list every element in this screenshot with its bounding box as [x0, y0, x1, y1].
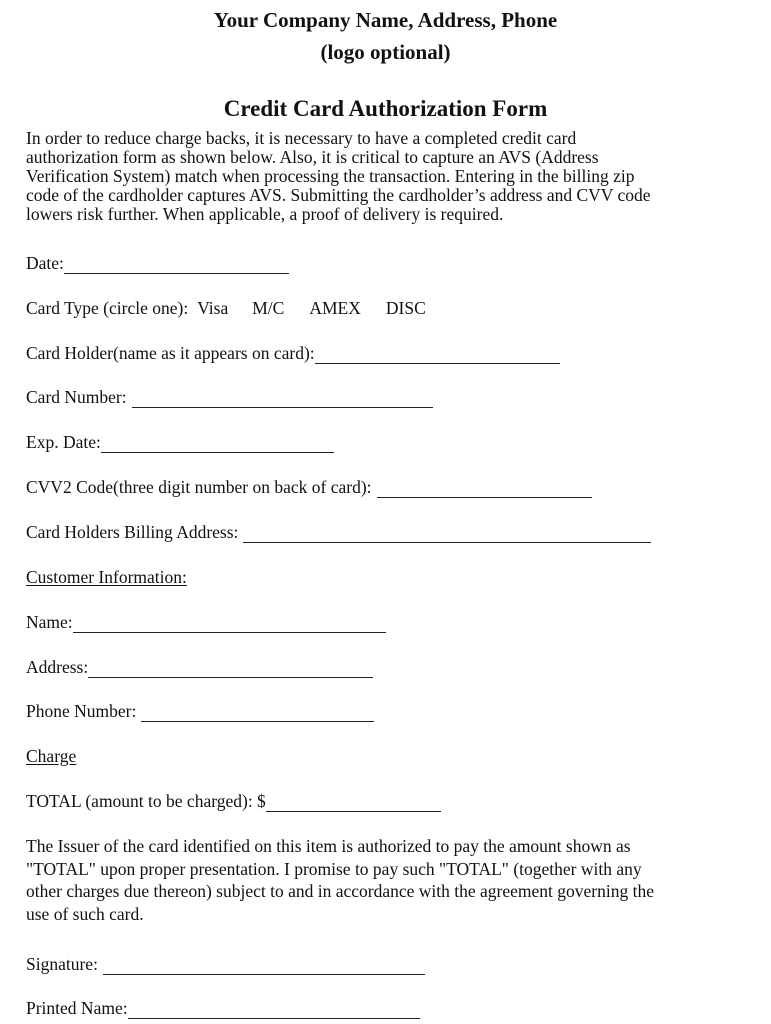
customer-name-label: Name:: [26, 612, 73, 632]
card-type-option-visa[interactable]: Visa: [197, 298, 229, 318]
agreement-line: use of such card.: [26, 903, 144, 924]
card-type-option-disc[interactable]: DISC: [385, 298, 426, 318]
customer-info-heading: Customer Information:: [26, 567, 187, 587]
billing-address-row: [26, 521, 651, 543]
card-holder-row: [26, 342, 560, 364]
customer-address-label: Address:: [26, 657, 89, 677]
date-field[interactable]: [64, 255, 289, 274]
customer-name-row: [26, 611, 386, 633]
signature-field[interactable]: [103, 956, 425, 975]
printed-name-row: [26, 997, 420, 1019]
cvv2-label: CVV2 Code(three digit number on back of card):: [26, 477, 372, 497]
printed-name-label: Printed Name:: [26, 998, 128, 1018]
intro-line: In order to reduce charge backs, it is necessary to have a completed credit card: [26, 128, 577, 148]
customer-phone-row: [26, 700, 374, 722]
card-holder-field[interactable]: [315, 345, 560, 364]
logo-placeholder-text: (logo optional): [320, 40, 451, 64]
company-header: Your Company Name, Address, Phone: [213, 8, 558, 32]
card-type-row: [26, 297, 426, 319]
intro-paragraph: [26, 129, 651, 224]
customer-address-field[interactable]: [88, 659, 373, 678]
card-number-field[interactable]: [132, 389, 433, 408]
total-amount-field[interactable]: [266, 793, 441, 812]
cvv2-field[interactable]: [377, 479, 592, 498]
charge-heading: Charge: [26, 746, 77, 766]
intro-line: lowers risk further. When applicable, a proof of delivery is required.: [26, 204, 504, 224]
card-holder-label: Card Holder(name as it appears on card):: [26, 343, 315, 363]
cvv2-row: [26, 476, 592, 498]
page-title: Credit Card Authorization Form: [223, 96, 548, 121]
card-number-label: Card Number:: [26, 387, 127, 407]
customer-phone-field[interactable]: [141, 703, 374, 722]
intro-line: code of the cardholder captures AVS. Submitting the cardholder’s address and CVV code: [26, 185, 651, 205]
exp-date-field[interactable]: [101, 434, 334, 453]
billing-address-label: Card Holders Billing Address:: [26, 522, 239, 542]
billing-address-field[interactable]: [243, 524, 651, 543]
agreement-line: The Issuer of the card identified on this item is authorized to pay the amount shown as: [26, 836, 631, 856]
total-row: [26, 790, 441, 812]
date-row: [26, 252, 289, 274]
card-type-option-mc[interactable]: M/C: [252, 298, 285, 318]
card-type-option-amex[interactable]: AMEX: [309, 298, 361, 318]
total-label: TOTAL (amount to be charged): $: [26, 791, 266, 811]
agreement-line: "TOTAL" upon proper presentation. I promise to pay such "TOTAL" (together with any: [26, 858, 642, 879]
intro-line: Verification System) match when processing the transaction. Entering in the billing zip: [26, 166, 635, 186]
customer-address-row: [26, 656, 373, 678]
agreement-paragraph: [26, 835, 654, 925]
exp-date-label: Exp. Date:: [26, 432, 101, 452]
customer-info-heading-row: [26, 566, 187, 588]
card-number-row: [26, 386, 433, 408]
signature-row: [26, 953, 425, 975]
exp-date-row: [26, 431, 334, 453]
date-label: Date:: [26, 253, 64, 273]
printed-name-field[interactable]: [128, 1000, 420, 1019]
intro-line: authorization form as shown below. Also, it is critical to capture an AVS (Address: [26, 147, 599, 167]
signature-label: Signature:: [26, 954, 98, 974]
customer-phone-label: Phone Number:: [26, 701, 137, 721]
customer-name-field[interactable]: [73, 614, 386, 633]
card-type-label: Card Type (circle one):: [26, 298, 189, 318]
agreement-line: other charges due thereon) subject to and in accordance with the agreement governing the: [26, 881, 654, 901]
charge-heading-row: [26, 745, 76, 767]
